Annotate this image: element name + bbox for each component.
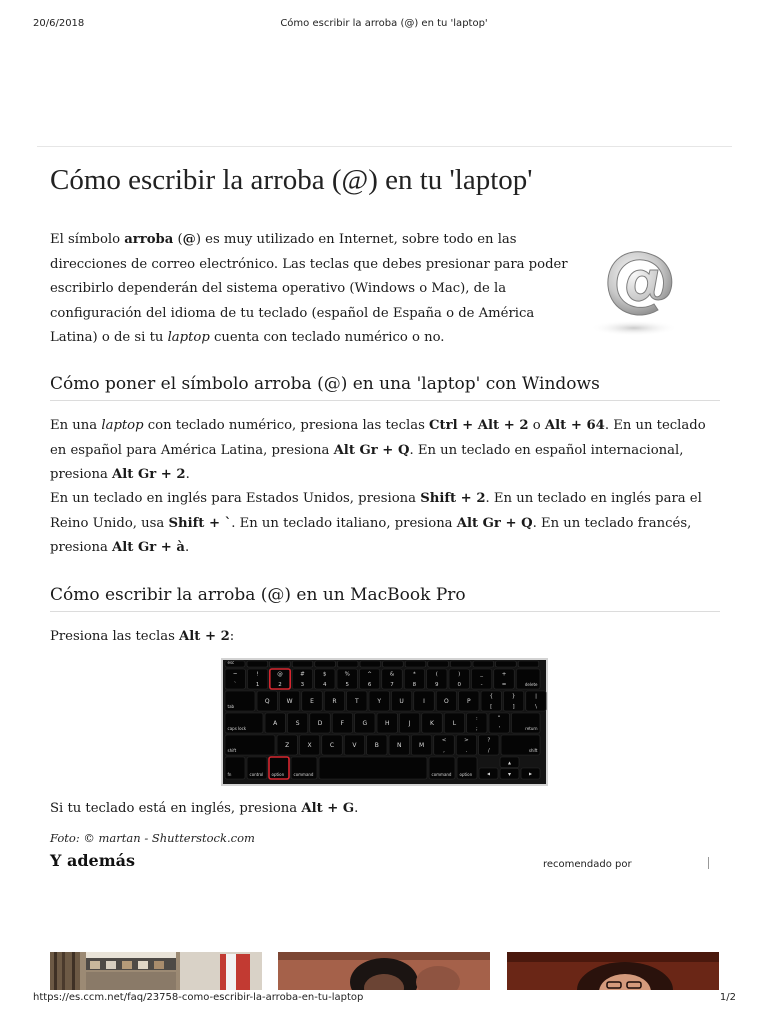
key-delete-label: delete xyxy=(524,682,538,687)
key-symbol-label: < xyxy=(441,737,447,744)
key-function xyxy=(518,661,539,667)
key-command-right-label: command xyxy=(431,772,452,777)
key-arrow-right-label: ▸ xyxy=(528,770,533,778)
key-option-label: option xyxy=(271,772,285,777)
key-number-label: - xyxy=(480,682,483,688)
key-letter-label: C xyxy=(329,742,335,750)
key-number-label: 8 xyxy=(412,682,417,688)
key-letter-label: K xyxy=(430,720,434,728)
key-number-label: ~ xyxy=(232,671,238,678)
key-letter-label: R xyxy=(332,698,337,706)
key-command-label: command xyxy=(293,772,314,777)
key-letter-label: H xyxy=(384,720,390,728)
key-function xyxy=(337,661,358,667)
key-letter-label: W xyxy=(286,698,293,706)
key-letter-label: Q xyxy=(264,698,270,706)
key-letter-label: F xyxy=(340,720,345,728)
key-function xyxy=(360,661,381,667)
key-function xyxy=(383,661,404,667)
key-symbol-label: } xyxy=(511,693,516,700)
key-function xyxy=(315,661,336,667)
key-shift-left-label: shift xyxy=(227,748,237,753)
key-number-label: 3 xyxy=(300,682,305,688)
key-number-label: # xyxy=(300,671,305,678)
photo-credit: Foto: © martan - Shutterstock.com xyxy=(50,831,255,845)
key-letter-label: M xyxy=(419,742,425,750)
key-letter-label: X xyxy=(307,742,312,750)
key-number-label: ) xyxy=(458,671,461,678)
section-heading-mac: Cómo escribir la arroba (@) en un MacBook Pro xyxy=(50,583,720,612)
key-letter-label: E xyxy=(310,698,314,706)
key-number-label: + xyxy=(501,671,507,678)
key-number-label: 4 xyxy=(323,682,327,688)
key-letter-label: T xyxy=(354,698,359,706)
key-symbol-label: . xyxy=(465,748,468,754)
print-header xyxy=(0,18,768,32)
key-space xyxy=(319,757,427,779)
mac-paragraph-1: Presiona las teclas Alt + 2: xyxy=(50,629,235,644)
key-number-label: $ xyxy=(323,671,327,678)
key-symbol-label: / xyxy=(487,748,490,754)
key-number-label: 6 xyxy=(367,682,372,688)
key-letter-label: B xyxy=(374,742,379,750)
key-symbol-label: [ xyxy=(490,704,493,710)
recommended-by-label: recomendado por xyxy=(543,859,632,870)
key-function xyxy=(473,661,494,667)
key-number-label: 2 xyxy=(278,682,282,688)
key-function xyxy=(496,661,517,667)
key-symbol-label: ? xyxy=(487,737,491,744)
key-function xyxy=(405,661,426,667)
key-arrow-left-label: ◂ xyxy=(486,770,491,778)
mac-paragraph-2: Si tu teclado está en inglés, presiona Alt + G. xyxy=(50,801,359,816)
windows-paragraph-2: En un teclado en inglés para Estados Unidos, presiona Shift + 2. En un teclado en inglés para el Reino Unido, usa Shift + `. En un teclado italiano, presiona Alt Gr + Q. En un teclado francés, presiona Alt Gr + à. xyxy=(50,491,702,555)
print-footer xyxy=(0,992,768,1006)
key-arrow-up-label: ▴ xyxy=(507,759,512,767)
key-number-label: ` xyxy=(233,682,237,688)
key-number-label: % xyxy=(344,671,350,678)
section-heading-windows: Cómo poner el símbolo arroba (@) en una 'laptop' con Windows xyxy=(50,372,720,401)
key-option-right-label: option xyxy=(459,772,473,777)
windows-paragraph-1: En una laptop con teclado numérico, presiona las teclas Ctrl + Alt + 2 o Alt + 64. En un teclado en español para América Latina, presiona Alt Gr + Q. En un teclado en español internacional, presiona Alt Gr + 2. xyxy=(50,418,706,482)
key-number-label: @ xyxy=(277,671,283,678)
key-number-label: ! xyxy=(256,671,259,678)
key-number-label: 5 xyxy=(345,682,349,688)
key-letter-label: O xyxy=(444,698,449,706)
print-page-number: 1/2 xyxy=(719,992,736,1003)
key-letter-label: U xyxy=(399,698,404,706)
key-number-label: _ xyxy=(480,671,483,678)
key-letter-label: N xyxy=(396,742,402,750)
key-letter-label: S xyxy=(295,720,300,728)
recommended-thumbnail-woman[interactable] xyxy=(507,952,719,990)
key-fn-label: fn xyxy=(227,772,232,777)
article-title: Cómo escribir la arroba (@) en tu 'laptop' xyxy=(50,164,533,196)
key-symbol-label: ] xyxy=(512,704,515,710)
key-letter-label: G xyxy=(362,720,368,728)
key-letter-label: Y xyxy=(377,698,382,706)
key-control-label: control xyxy=(249,772,264,777)
key-symbol-label: : xyxy=(475,715,478,722)
key-symbol-label: { xyxy=(489,693,493,700)
key-tab-label: tab xyxy=(227,704,235,709)
intro-paragraph: El símbolo arroba (@) es muy utilizado en Internet, sobre todo en las direcciones de correo electrónico. Las teclas que debes presionar para poder escribirlo dependerán del sistema operativo (Windows o Mac), de la configuración del idioma de tu teclado (español de España o de América Latina) o de si tu laptop cuenta con teclado numérico o no. xyxy=(50,232,568,345)
more-heading: Y además xyxy=(50,851,136,870)
at-symbol-icon xyxy=(588,236,698,340)
key-letter-label: Z xyxy=(285,742,290,750)
key-letter-label: I xyxy=(423,698,425,706)
key-number-label: * xyxy=(413,671,416,678)
key-esc-label: esc xyxy=(227,660,235,665)
key-function xyxy=(247,661,268,667)
print-title: Cómo escribir la arroba (@) en tu 'laptop' xyxy=(280,18,488,29)
recommended-thumbnail-person[interactable] xyxy=(278,952,490,990)
macbook-keyboard-image xyxy=(221,658,548,786)
key-letter-label: A xyxy=(273,720,278,728)
key-symbol-label: , xyxy=(443,748,445,754)
top-divider xyxy=(37,146,732,147)
key-number-label: ^ xyxy=(367,671,372,678)
key-letter-label: J xyxy=(408,720,411,728)
key-shift-right-label: shift xyxy=(528,748,538,753)
recommended-thumbnail-shop[interactable] xyxy=(50,952,262,990)
key-number-label: ( xyxy=(435,671,438,678)
key-function xyxy=(292,661,313,667)
key-number-label: 7 xyxy=(390,682,394,688)
key-function xyxy=(270,661,291,667)
print-url: https://es.ccm.net/faq/23758-como-escribir-la-arroba-en-tu-laptop xyxy=(33,992,364,1003)
key-number-label: = xyxy=(501,682,507,688)
key-function xyxy=(428,661,449,667)
key-number-label: & xyxy=(389,671,395,678)
key-letter-label: D xyxy=(317,720,323,728)
key-letter-label: P xyxy=(466,698,471,706)
key-symbol-label: \ xyxy=(535,704,537,710)
key-symbol-label: | xyxy=(535,693,537,700)
print-date: 20/6/2018 xyxy=(33,18,85,29)
key-caps-lock-label: caps lock xyxy=(227,726,247,731)
key-return-label: return xyxy=(525,726,538,731)
key-letter-label: V xyxy=(352,742,357,750)
recommended-divider xyxy=(708,857,709,869)
key-arrow-down-label: ▾ xyxy=(507,770,512,778)
key-number-label: 9 xyxy=(435,682,439,688)
key-number-label: 0 xyxy=(457,682,461,688)
key-number-label: 1 xyxy=(255,682,260,688)
key-symbol-label: > xyxy=(464,737,469,744)
key-function xyxy=(450,661,471,667)
key-symbol-label: " xyxy=(497,715,501,722)
key-symbol-label: ; xyxy=(475,726,478,732)
key-letter-label: L xyxy=(452,720,457,728)
key-symbol-label: ' xyxy=(498,726,500,732)
